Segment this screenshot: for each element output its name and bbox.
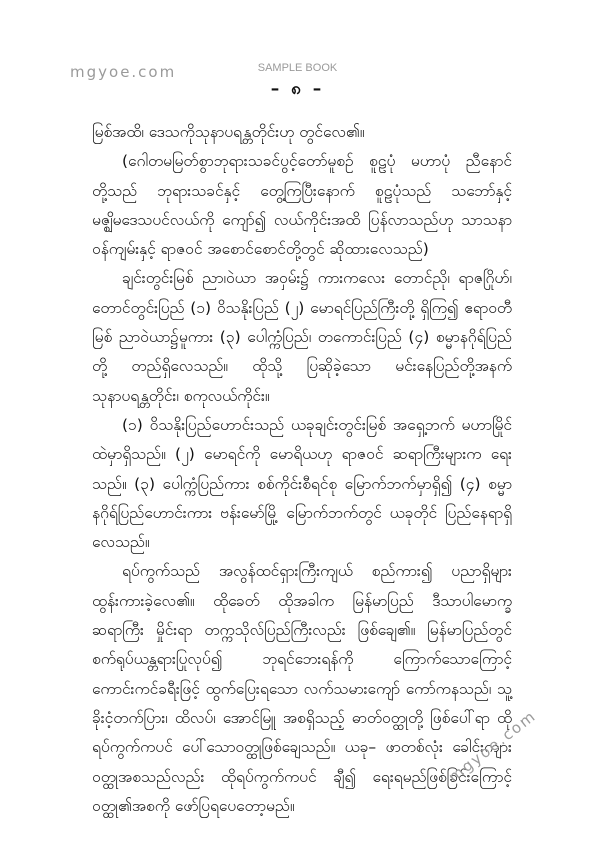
watermark-diagonal: mgyoe.com bbox=[445, 706, 540, 787]
watermark-top: mgyoe.com bbox=[70, 63, 177, 81]
paragraph: မြစ်အထိ၊ ဒေသကိုသုနာပရန္တတိုင်းဟု တွင်လေ၏။ bbox=[92, 123, 365, 141]
paragraph: ချင်းတွင်းမြစ် ညာ၊ဝဲယာ အဝှမ်း၌ ကားကလေး တောင်ညို၊ ရာဇဂြိုဟ်၊ တောင်တွင်းပြည် (၁) ဝိသနိုးပြည် (၂) မောရင်ပြည်ကြီးတို့ ရှိကြ၍ ဧရာဝတီမြစ် ညာဝဲယာ၌မူကား (၃) ပေါက္ကံပြည်၊ တကောင်းပြည် (၄) စမ္မာနဂိုရ်ပြည်တို့ တည်ရှိလေသည်။ ထိုသို့ ပြဆိုခဲ့သော မင်းနေပြည်တို့အနက် သုနာပရန္တတိုင်း၊ စကုလယ်ကိုင်း။ bbox=[92, 269, 512, 405]
page-number: – ၈ – bbox=[270, 79, 325, 99]
body-text bbox=[92, 118, 512, 821]
paragraph: (၁) ဝိသနိုးပြည်ဟောင်းသည် ယခုချင်းတွင်းမြစ် အရှေ့ဘက် မဟာမြိုင်ထဲမှာရှိသည်။ (၂) မောရင်ကို မောရိယဟု ရာဇဝင် ဆရာကြီးများက ရေးသည်။ (၃) ပေါက္ကံပြည်ကား စစ်ကိုင်းစီရင်စု မြောက်ဘက်မှာရှိ၍ (၄) စမ္မာနဂိုရ်ပြည်ဟောင်းကား ဗန်းမော်မြို့ မြောက်ဘက်တွင် ယခုတိုင် ပြည်နေရာရှိလေသည်။ bbox=[92, 415, 512, 552]
sample-book-label: SAMPLE BOOK bbox=[257, 62, 338, 74]
paragraph: ရပ်ကွက်သည် အလွန်ထင်ရှားကြီးကျယ် စည်ကား၍ ပညာရှိများ ထွန်းကားခဲ့လေ၏။ ထိုခေတ် ထိုအခါက မြန်မာပြည် ဒီသာပါမောက္ခ ဆရာကြီး မှိုင်းရာ တက္ကသိုလ်ပြည်ကြီးလည်း ဖြစ်ချေ၏။ မြန်မာပြည်တွင် စက်ရုပ်ယန္တရားပြုလုပ်၍ ဘုရင်ဘေးရန်ကို ကြောက်သောကြောင့် ကောင်းကင်ခရီးဖြင့် ထွက်ပြေးရသော လက်သမားကျော် ကော်ကနသည်၊ သူ့ခိုးငံ့တက်ပြား၊ ထိလပ်၊ အောင်မြူ အစရှိသည့် ဓာတ်ဝတ္ထုတို့ ဖြစ်ပေါ်ရာ ထိုရပ်ကွက်ကပင် ပေါ်သောဝတ္ထုဖြစ်ချေသည်။ ယခု– ဖာတစ်လုံး ခေါင်းကျားဝတ္ထုအစသည်လည်း ထိုရပ်ကွက်ကပင် ချီ၍ ရေးရမည်ဖြစ်ခြင်းကြောင့် ဝတ္ထု၏အစကို ဖော်ပြရပေတော့မည်။ bbox=[92, 562, 512, 815]
paragraph: (ဂေါတမမြတ်စွာဘုရားသခင်ပွင့်တော်မူစဉ် စူဠပုံ မဟာပုံ ညီနောင်တို့သည် ဘုရားသခင်နှင့် တွေ့ကြပြီးနောက် စူဠပုံသည် သဘော်နှင့် မဇ္ဈိမဒေသပင်လယ်ကို ကျော်၍ လယ်ကိုင်းအထိ ပြန်လာသည်ဟု သာသနာဝန်ကျမ်းနှင့် ရာဇဝင် အစောင်စောင်တို့တွင် ဆိုထားလေသည်) bbox=[92, 152, 512, 259]
